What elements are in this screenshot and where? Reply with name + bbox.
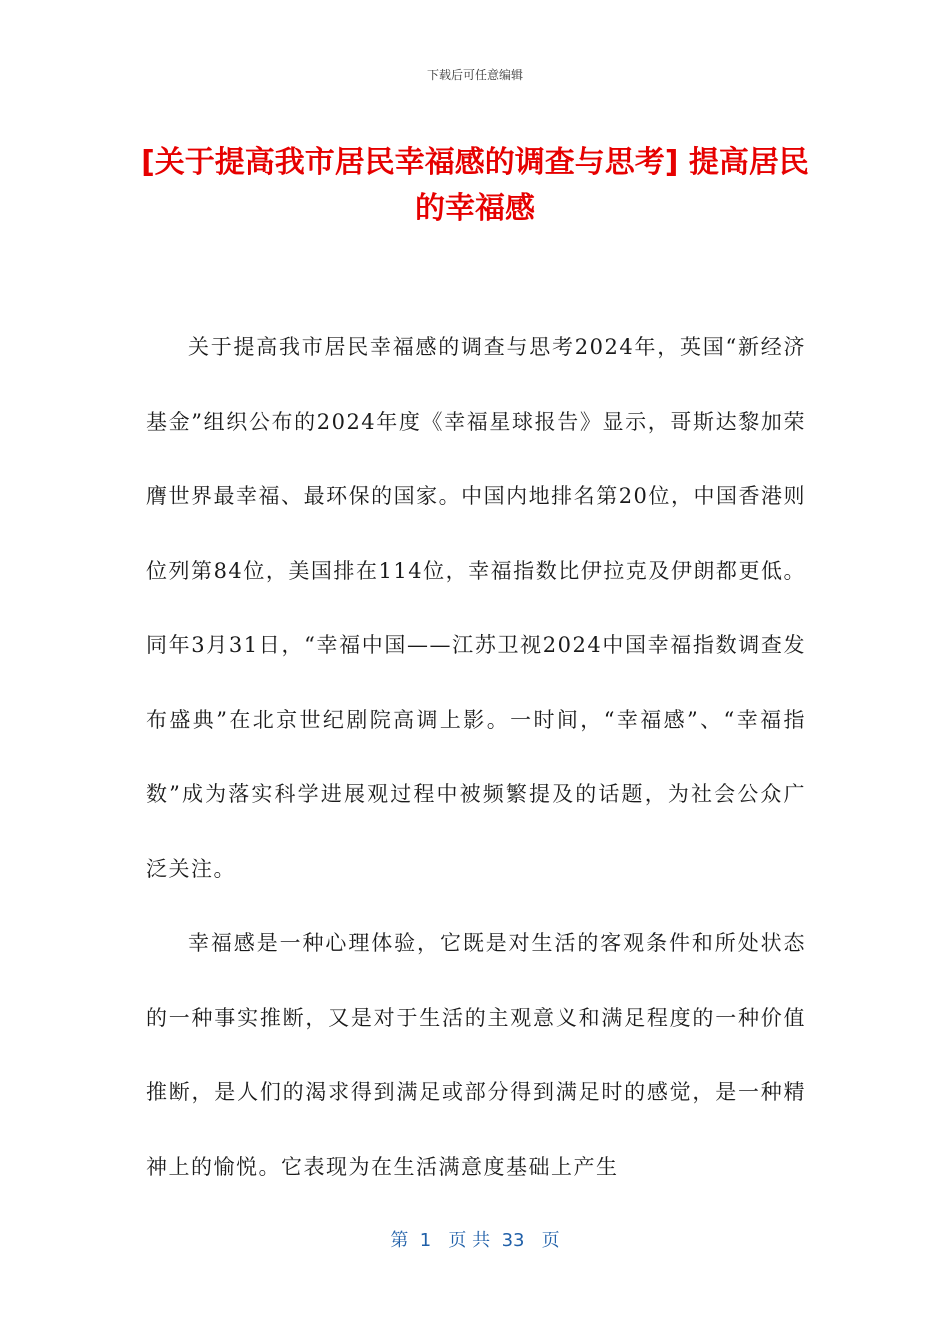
page-number-footer: 第 1 页 共 33 页 — [390, 1230, 560, 1251]
header-note: 下载后可任意编辑 — [426, 68, 523, 82]
document-body — [146, 310, 806, 1204]
body-paragraph-2: 幸福感是一种心理体验，它既是对生活的客观条件和所处状态的一种事实推断，又是对于生活的主观意义和满足程度的一种价值推断，是人们的渴求得到满足或部分得到满足时的感觉，是一种精神上的愉悦。它表现为在生活满意度基础上产生 — [146, 931, 806, 1179]
body-paragraph-1: 关于提高我市居民幸福感的调查与思考2024年，英国“新经济基金”组织公布的2024年度《幸福星球报告》显示，哥斯达黎加荣膺世界最幸福、最环保的国家。中国内地排名第20位，中国香港则位列第84位，美国排在114位，幸福指数比伊拉克及伊朗都更低。同年3月31日，“幸福中国——江苏卫视2024中国幸福指数调查发布盛典”在北京世纪剧院高调上影。一时间，“幸福感”、“幸福指数”成为落实科学进展观过程中被频繁提及的话题，为社会公众广泛关注。 — [146, 335, 806, 881]
document-title: [关于提高我市居民幸福感的调查与思考] 提高居民的幸福感 — [141, 145, 809, 226]
